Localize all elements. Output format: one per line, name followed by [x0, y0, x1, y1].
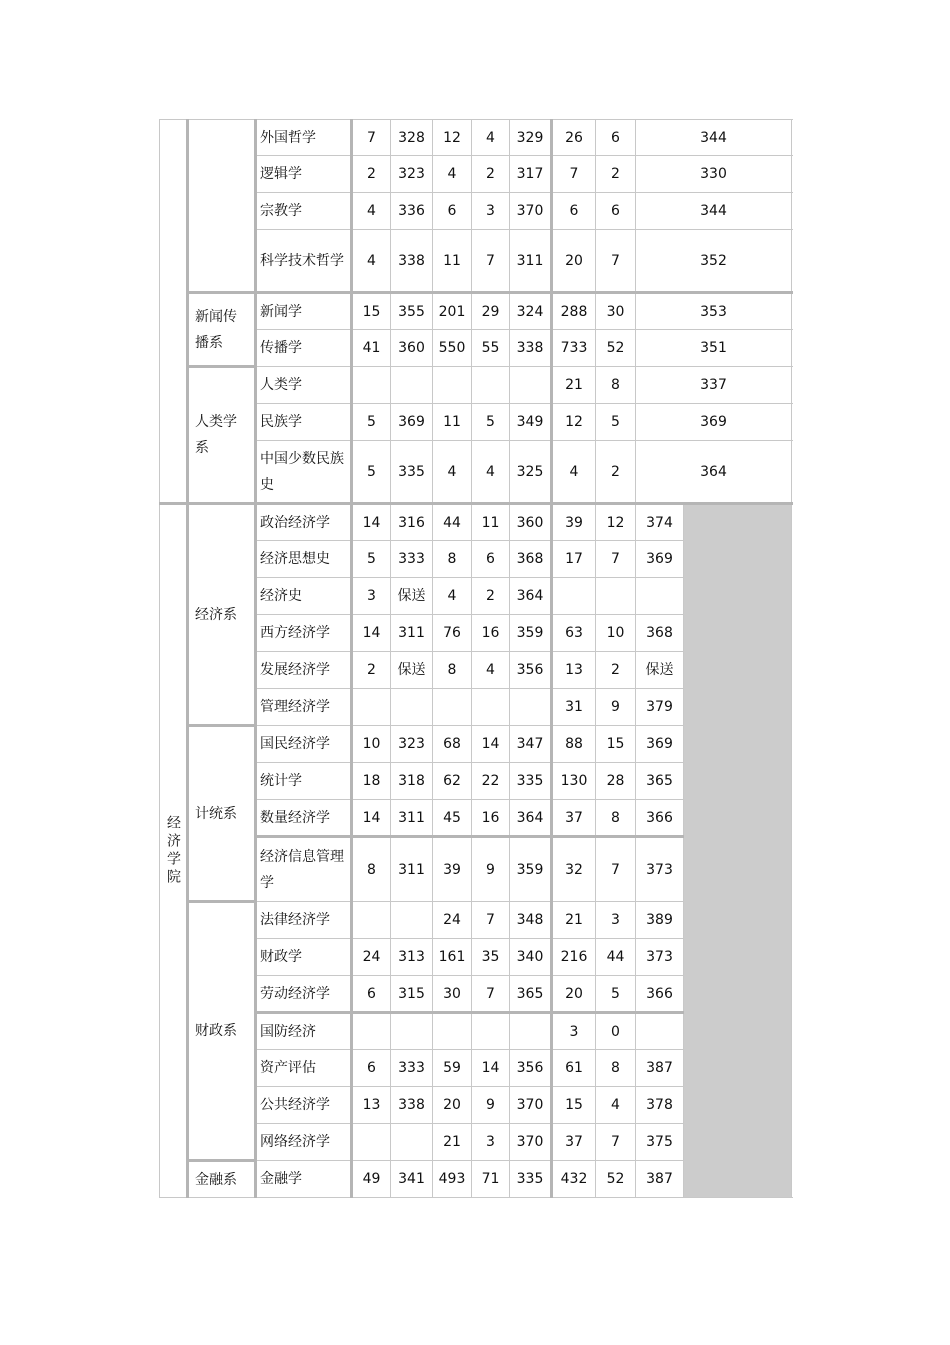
value-cell: 6	[433, 193, 472, 230]
value-cell	[510, 367, 552, 404]
value-cell: 39	[433, 837, 472, 902]
value-cell: 保送	[391, 652, 433, 689]
value-cell: 370	[510, 1124, 552, 1161]
value-cell	[433, 689, 472, 726]
value-cell: 16	[472, 615, 510, 652]
major-name: 管理经济学	[256, 689, 352, 726]
major-name: 传播学	[256, 330, 352, 367]
value-cell: 62	[433, 763, 472, 800]
value-cell	[510, 1013, 552, 1050]
value-cell	[391, 367, 433, 404]
value-cell	[433, 367, 472, 404]
value-cell: 347	[510, 726, 552, 763]
value-cell: 2	[472, 578, 510, 615]
value-cell: 5	[596, 976, 636, 1013]
value-cell: 3	[472, 1124, 510, 1161]
score-cell: 373	[636, 939, 684, 976]
value-cell: 328	[391, 120, 433, 156]
value-cell: 2	[596, 441, 636, 504]
score-cell: 344	[636, 120, 792, 156]
major-name: 金融学	[256, 1161, 352, 1198]
value-cell: 14	[472, 1050, 510, 1087]
major-name: 外国哲学	[256, 120, 352, 156]
dept-name: 计统系	[188, 726, 256, 902]
value-cell: 6	[472, 541, 510, 578]
value-cell: 323	[391, 156, 433, 193]
major-name: 民族学	[256, 404, 352, 441]
major-name: 逻辑学	[256, 156, 352, 193]
value-cell: 63	[552, 615, 596, 652]
table-row	[160, 293, 792, 330]
value-cell: 349	[510, 404, 552, 441]
value-cell: 3	[352, 578, 391, 615]
value-cell: 8	[596, 800, 636, 837]
major-name: 西方经济学	[256, 615, 352, 652]
value-cell: 16	[472, 800, 510, 837]
value-cell: 4	[596, 1087, 636, 1124]
major-name: 统计学	[256, 763, 352, 800]
value-cell: 5	[352, 441, 391, 504]
value-cell	[433, 1013, 472, 1050]
dept-name: 经济系	[188, 504, 256, 726]
value-cell: 18	[352, 763, 391, 800]
value-cell: 59	[433, 1050, 472, 1087]
value-cell: 44	[433, 504, 472, 541]
dept-name: 新闻传播系	[188, 293, 256, 367]
value-cell: 26	[552, 120, 596, 156]
value-cell: 4	[472, 441, 510, 504]
value-cell: 14	[352, 504, 391, 541]
admission-score-table	[159, 119, 792, 1198]
score-cell: 379	[636, 689, 684, 726]
value-cell: 9	[472, 1087, 510, 1124]
value-cell: 6	[552, 193, 596, 230]
value-cell	[472, 367, 510, 404]
dept-name: 财政系	[188, 902, 256, 1161]
value-cell: 30	[433, 976, 472, 1013]
value-cell: 338	[391, 230, 433, 293]
value-cell: 14	[352, 800, 391, 837]
value-cell: 44	[596, 939, 636, 976]
value-cell: 8	[433, 652, 472, 689]
value-cell: 14	[472, 726, 510, 763]
value-cell: 61	[552, 1050, 596, 1087]
value-cell: 11	[433, 230, 472, 293]
value-cell: 52	[596, 330, 636, 367]
value-cell: 15	[352, 293, 391, 330]
value-cell: 71	[472, 1161, 510, 1198]
score-cell: 保送	[636, 652, 684, 689]
value-cell: 24	[352, 939, 391, 976]
value-cell: 14	[352, 615, 391, 652]
value-cell: 340	[510, 939, 552, 976]
score-cell	[636, 1013, 684, 1050]
value-cell	[472, 1013, 510, 1050]
value-cell: 21	[433, 1124, 472, 1161]
value-cell: 4	[433, 578, 472, 615]
value-cell: 2	[472, 156, 510, 193]
college-name: 经济学院	[160, 504, 188, 1198]
major-name: 国民经济学	[256, 726, 352, 763]
score-cell: 366	[636, 800, 684, 837]
value-cell: 41	[352, 330, 391, 367]
value-cell: 49	[352, 1161, 391, 1198]
value-cell: 5	[596, 404, 636, 441]
table-row	[160, 367, 792, 404]
score-cell: 337	[636, 367, 792, 404]
value-cell	[391, 902, 433, 939]
value-cell: 2	[352, 156, 391, 193]
value-cell: 10	[596, 615, 636, 652]
score-cell: 374	[636, 504, 684, 541]
value-cell: 15	[552, 1087, 596, 1124]
major-name: 网络经济学	[256, 1124, 352, 1161]
dept-cell-empty	[188, 120, 256, 293]
value-cell: 7	[352, 120, 391, 156]
value-cell: 保送	[391, 578, 433, 615]
score-cell: 365	[636, 763, 684, 800]
score-cell: 344	[636, 193, 792, 230]
dept-name: 金融系	[188, 1161, 256, 1198]
value-cell	[510, 689, 552, 726]
value-cell: 68	[433, 726, 472, 763]
value-cell: 4	[352, 193, 391, 230]
value-cell: 315	[391, 976, 433, 1013]
value-cell: 359	[510, 837, 552, 902]
value-cell: 329	[510, 120, 552, 156]
value-cell: 12	[433, 120, 472, 156]
value-cell: 550	[433, 330, 472, 367]
major-name: 公共经济学	[256, 1087, 352, 1124]
value-cell: 28	[596, 763, 636, 800]
major-name: 政治经济学	[256, 504, 352, 541]
value-cell: 201	[433, 293, 472, 330]
major-name: 国防经济	[256, 1013, 352, 1050]
value-cell: 7	[472, 230, 510, 293]
value-cell: 20	[552, 976, 596, 1013]
table-row	[160, 504, 792, 541]
value-cell: 311	[391, 615, 433, 652]
value-cell: 341	[391, 1161, 433, 1198]
value-cell: 7	[596, 1124, 636, 1161]
value-cell: 317	[510, 156, 552, 193]
value-cell: 365	[510, 976, 552, 1013]
value-cell: 4	[552, 441, 596, 504]
value-cell: 8	[596, 367, 636, 404]
value-cell: 4	[472, 120, 510, 156]
value-cell: 355	[391, 293, 433, 330]
value-cell: 216	[552, 939, 596, 976]
value-cell: 4	[433, 156, 472, 193]
value-cell: 7	[596, 230, 636, 293]
value-cell: 288	[552, 293, 596, 330]
value-cell: 338	[510, 330, 552, 367]
value-cell: 8	[352, 837, 391, 902]
value-cell: 5	[352, 541, 391, 578]
value-cell: 7	[472, 976, 510, 1013]
value-cell: 733	[552, 330, 596, 367]
score-cell: 366	[636, 976, 684, 1013]
value-cell: 12	[596, 504, 636, 541]
value-cell: 369	[391, 404, 433, 441]
value-cell: 45	[433, 800, 472, 837]
value-cell: 88	[552, 726, 596, 763]
major-name: 宗教学	[256, 193, 352, 230]
value-cell: 11	[433, 404, 472, 441]
value-cell: 311	[391, 800, 433, 837]
value-cell: 9	[596, 689, 636, 726]
value-cell: 2	[352, 652, 391, 689]
value-cell: 364	[510, 578, 552, 615]
major-name: 法律经济学	[256, 902, 352, 939]
value-cell: 8	[433, 541, 472, 578]
score-cell: 364	[636, 441, 792, 504]
value-cell: 335	[510, 1161, 552, 1198]
value-cell: 7	[596, 837, 636, 902]
value-cell: 348	[510, 902, 552, 939]
value-cell: 318	[391, 763, 433, 800]
value-cell: 360	[391, 330, 433, 367]
value-cell: 333	[391, 1050, 433, 1087]
dept-name: 人类学系	[188, 367, 256, 504]
score-cell	[636, 578, 684, 615]
major-name: 经济史	[256, 578, 352, 615]
value-cell: 3	[552, 1013, 596, 1050]
score-cell: 373	[636, 837, 684, 902]
score-table-sheet	[159, 119, 791, 1196]
score-cell: 368	[636, 615, 684, 652]
score-cell: 387	[636, 1161, 684, 1198]
value-cell: 161	[433, 939, 472, 976]
value-cell: 5	[352, 404, 391, 441]
score-cell: 330	[636, 156, 792, 193]
value-cell	[391, 689, 433, 726]
value-cell: 4	[472, 652, 510, 689]
value-cell: 7	[596, 541, 636, 578]
value-cell: 7	[472, 902, 510, 939]
value-cell: 20	[552, 230, 596, 293]
value-cell: 4	[433, 441, 472, 504]
value-cell: 13	[552, 652, 596, 689]
major-name: 资产评估	[256, 1050, 352, 1087]
value-cell	[391, 1124, 433, 1161]
value-cell: 368	[510, 541, 552, 578]
value-cell: 21	[552, 367, 596, 404]
major-name: 财政学	[256, 939, 352, 976]
value-cell: 52	[596, 1161, 636, 1198]
value-cell	[596, 578, 636, 615]
value-cell: 335	[391, 441, 433, 504]
value-cell: 55	[472, 330, 510, 367]
value-cell: 335	[510, 763, 552, 800]
value-cell: 311	[391, 837, 433, 902]
value-cell: 9	[472, 837, 510, 902]
score-cell: 389	[636, 902, 684, 939]
score-cell: 369	[636, 541, 684, 578]
score-cell: 351	[636, 330, 792, 367]
major-name: 经济思想史	[256, 541, 352, 578]
score-cell: 353	[636, 293, 792, 330]
shaded-block	[684, 504, 792, 1198]
value-cell: 5	[472, 404, 510, 441]
value-cell: 6	[352, 976, 391, 1013]
value-cell: 6	[596, 193, 636, 230]
value-cell: 493	[433, 1161, 472, 1198]
value-cell	[391, 1013, 433, 1050]
major-name: 科学技术哲学	[256, 230, 352, 293]
value-cell: 76	[433, 615, 472, 652]
value-cell	[352, 902, 391, 939]
value-cell: 31	[552, 689, 596, 726]
table-row	[160, 120, 792, 156]
value-cell: 356	[510, 1050, 552, 1087]
value-cell: 6	[596, 120, 636, 156]
score-cell: 352	[636, 230, 792, 293]
value-cell: 311	[510, 230, 552, 293]
value-cell: 364	[510, 800, 552, 837]
value-cell: 12	[552, 404, 596, 441]
value-cell: 323	[391, 726, 433, 763]
value-cell: 37	[552, 1124, 596, 1161]
value-cell: 32	[552, 837, 596, 902]
score-cell: 387	[636, 1050, 684, 1087]
value-cell	[352, 1013, 391, 1050]
major-name: 中国少数民族史	[256, 441, 352, 504]
value-cell: 17	[552, 541, 596, 578]
value-cell	[352, 367, 391, 404]
value-cell	[352, 689, 391, 726]
value-cell: 336	[391, 193, 433, 230]
value-cell: 7	[552, 156, 596, 193]
major-name: 数量经济学	[256, 800, 352, 837]
value-cell: 3	[596, 902, 636, 939]
value-cell	[352, 1124, 391, 1161]
score-cell: 375	[636, 1124, 684, 1161]
value-cell: 333	[391, 541, 433, 578]
value-cell: 3	[472, 193, 510, 230]
value-cell: 21	[552, 902, 596, 939]
value-cell: 13	[352, 1087, 391, 1124]
value-cell: 325	[510, 441, 552, 504]
value-cell: 359	[510, 615, 552, 652]
value-cell: 324	[510, 293, 552, 330]
value-cell: 316	[391, 504, 433, 541]
value-cell: 130	[552, 763, 596, 800]
score-cell: 378	[636, 1087, 684, 1124]
value-cell: 8	[596, 1050, 636, 1087]
major-name: 新闻学	[256, 293, 352, 330]
value-cell: 39	[552, 504, 596, 541]
value-cell: 11	[472, 504, 510, 541]
major-name: 人类学	[256, 367, 352, 404]
value-cell: 370	[510, 1087, 552, 1124]
value-cell	[552, 578, 596, 615]
value-cell: 6	[352, 1050, 391, 1087]
score-cell: 369	[636, 404, 792, 441]
value-cell: 22	[472, 763, 510, 800]
value-cell: 338	[391, 1087, 433, 1124]
score-cell: 369	[636, 726, 684, 763]
value-cell: 370	[510, 193, 552, 230]
value-cell: 2	[596, 156, 636, 193]
value-cell: 20	[433, 1087, 472, 1124]
value-cell	[472, 689, 510, 726]
major-name: 发展经济学	[256, 652, 352, 689]
value-cell: 24	[433, 902, 472, 939]
value-cell: 30	[596, 293, 636, 330]
value-cell: 356	[510, 652, 552, 689]
value-cell: 0	[596, 1013, 636, 1050]
value-cell: 4	[352, 230, 391, 293]
major-name: 劳动经济学	[256, 976, 352, 1013]
value-cell: 35	[472, 939, 510, 976]
college-cell-empty	[160, 120, 188, 504]
value-cell: 15	[596, 726, 636, 763]
value-cell: 2	[596, 652, 636, 689]
value-cell: 29	[472, 293, 510, 330]
value-cell: 37	[552, 800, 596, 837]
value-cell: 10	[352, 726, 391, 763]
value-cell: 432	[552, 1161, 596, 1198]
major-name: 经济信息管理学	[256, 837, 352, 902]
value-cell: 360	[510, 504, 552, 541]
value-cell: 313	[391, 939, 433, 976]
